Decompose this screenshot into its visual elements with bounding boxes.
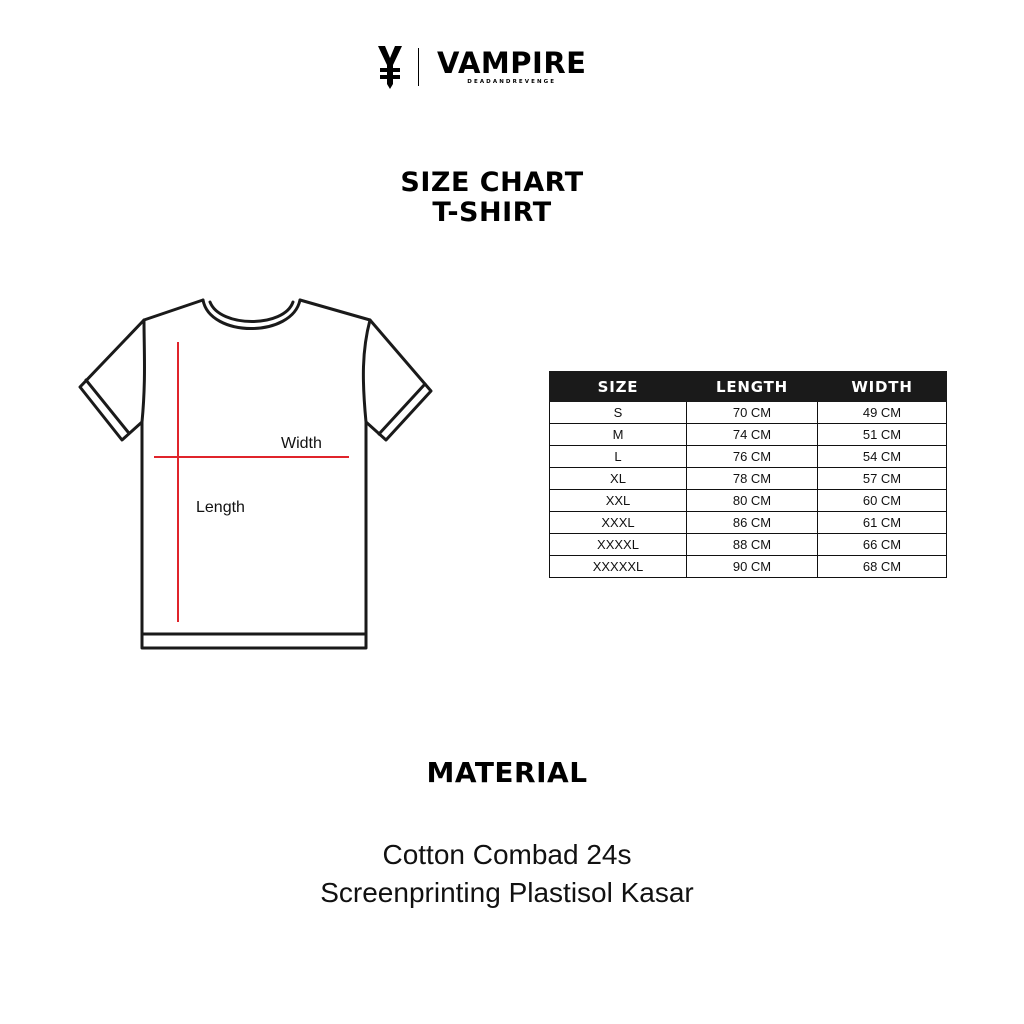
width-cell: 60 CM — [818, 490, 947, 512]
size-cell: M — [550, 424, 687, 446]
width-cell: 66 CM — [818, 534, 947, 556]
table-row — [550, 402, 947, 424]
table-row — [550, 534, 947, 556]
width-cell: 51 CM — [818, 424, 947, 446]
length-label: Length — [196, 499, 245, 516]
size-table-header-row — [550, 372, 947, 402]
tshirt-outline-icon — [60, 280, 460, 670]
width-column-header: WIDTH — [818, 372, 947, 402]
brand-header — [376, 44, 586, 90]
table-row — [550, 468, 947, 490]
size-cell: XL — [550, 468, 687, 490]
length-cell: 78 CM — [687, 468, 818, 490]
table-row — [550, 490, 947, 512]
length-cell: 90 CM — [687, 556, 818, 578]
length-cell: 88 CM — [687, 534, 818, 556]
length-cell: 80 CM — [687, 490, 818, 512]
brand-divider — [418, 48, 419, 86]
table-row — [550, 512, 947, 534]
length-column-header: LENGTH — [687, 372, 818, 402]
length-cell: 76 CM — [687, 446, 818, 468]
yen-trident-logo-icon — [376, 44, 404, 90]
size-cell: S — [550, 402, 687, 424]
size-cell: XXL — [550, 490, 687, 512]
width-cell: 54 CM — [818, 446, 947, 468]
width-cell: 57 CM — [818, 468, 947, 490]
width-cell: 68 CM — [818, 556, 947, 578]
size-cell: XXXL — [550, 512, 687, 534]
width-cell: 61 CM — [818, 512, 947, 534]
length-cell: 86 CM — [687, 512, 818, 534]
brand-wordmark — [437, 48, 586, 86]
material-fabric-text: Cotton Combad 24s — [382, 839, 632, 870]
material-print-text: Screenprinting Plastisol Kasar — [320, 877, 694, 908]
page-subtitle: T-SHIRT — [432, 197, 552, 228]
length-cell: 70 CM — [687, 402, 818, 424]
size-table-body — [550, 402, 947, 578]
length-cell: 74 CM — [687, 424, 818, 446]
brand-name: VAMPIRE — [437, 46, 587, 80]
material-heading: MATERIAL — [426, 756, 588, 789]
width-cell: 49 CM — [818, 402, 947, 424]
size-cell: L — [550, 446, 687, 468]
table-row — [550, 424, 947, 446]
size-cell: XXXXL — [550, 534, 687, 556]
page-title: SIZE CHART — [400, 167, 584, 198]
size-column-header: SIZE — [550, 372, 687, 402]
brand-tagline: DEADANDREVENGE — [467, 79, 557, 85]
size-cell: XXXXXL — [550, 556, 687, 578]
table-row — [550, 556, 947, 578]
table-row — [550, 446, 947, 468]
width-label: Width — [281, 435, 322, 452]
size-table — [549, 371, 947, 578]
